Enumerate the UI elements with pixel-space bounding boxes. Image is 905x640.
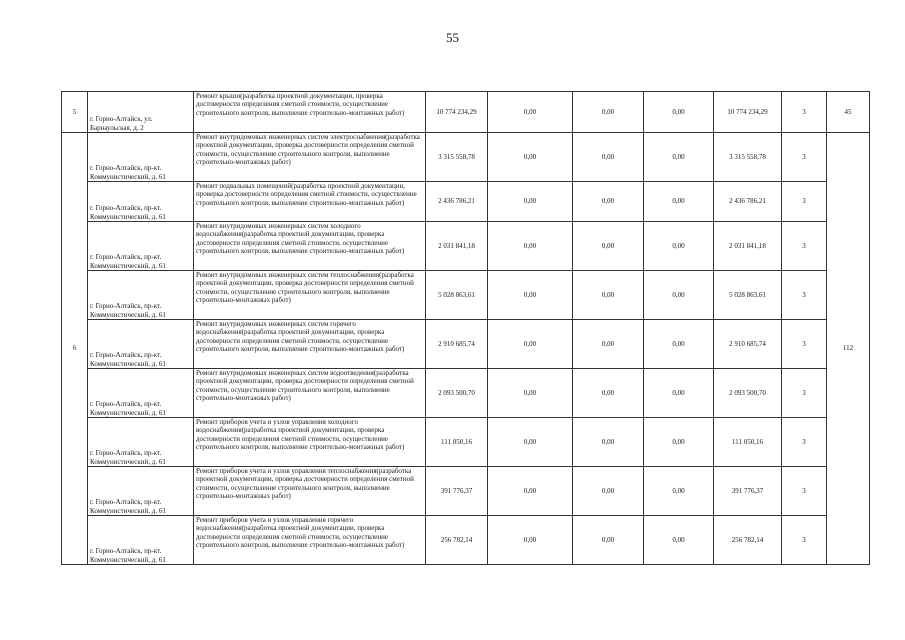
total-cost-cell: 391 776,37 — [426, 467, 488, 516]
table-row — [62, 369, 870, 418]
amount-cell: 0,00 — [644, 467, 714, 516]
amount-cell: 2 031 841,18 — [714, 222, 782, 271]
amount-cell: 0,00 — [644, 92, 714, 133]
address-cell: г. Горно-Алтайск, пр-кт. Коммунистический, д. 61 — [88, 222, 194, 271]
amount-cell: 0,00 — [644, 418, 714, 467]
amount-cell: 0,00 — [488, 467, 573, 516]
amount-cell: 3 315 558,78 — [714, 133, 782, 182]
period-cell: 3 — [782, 222, 827, 271]
amount-cell: 2 093 500,70 — [714, 369, 782, 418]
amount-cell: 5 028 863,61 — [714, 271, 782, 320]
amount-cell: 0,00 — [488, 92, 573, 133]
total-cost-cell: 111 050,16 — [426, 418, 488, 467]
amount-cell: 0,00 — [573, 133, 644, 182]
period-cell: 3 — [782, 92, 827, 133]
amount-cell: 0,00 — [644, 516, 714, 565]
group-total-cell: 112 — [827, 133, 870, 565]
amount-cell: 0,00 — [488, 222, 573, 271]
address-cell: г. Горно-Алтайск, пр-кт. Коммунистический, д. 61 — [88, 320, 194, 369]
work-description-cell: Ремонт приборов учета и узлов управления холодного водоснабжения(разработка проектной документации, проверка достоверности определения сметной стоимости, осуществление строительного контроля, выполнение строительно-монтажных работ) — [194, 418, 426, 467]
amount-cell: 0,00 — [488, 133, 573, 182]
address-cell: г. Горно-Алтайск, пр-кт. Коммунистический, д. 61 — [88, 418, 194, 467]
amount-cell: 2 910 685,74 — [714, 320, 782, 369]
amount-cell: 0,00 — [573, 92, 644, 133]
amount-cell: 0,00 — [573, 516, 644, 565]
address-cell: г. Горно-Алтайск, пр-кт. Коммунистический, д. 61 — [88, 133, 194, 182]
table-row — [62, 222, 870, 271]
amount-cell: 0,00 — [488, 320, 573, 369]
period-cell: 3 — [782, 467, 827, 516]
period-cell: 3 — [782, 320, 827, 369]
work-description-cell: Ремонт внутридомовых инженерных систем теплоснабжения(разработка проектной документации, проверка достоверности определения сметной стоимости, осуществление строительного контроля, выполнение строительно-монтажных работ) — [194, 271, 426, 320]
total-cost-cell: 256 782,14 — [426, 516, 488, 565]
page-number: 55 — [446, 30, 459, 45]
work-description-cell: Ремонт внутридомовых инженерных систем холодного водоснабжения(разработка проектной документации, проверка достоверности определения сметной стоимости, осуществление строительного контроля, выполнение строительно-монтажных работ) — [194, 222, 426, 271]
table-row — [62, 320, 870, 369]
amount-cell: 10 774 234,29 — [714, 92, 782, 133]
address-cell: г. Горно-Алтайск, пр-кт. Коммунистический, д. 61 — [88, 271, 194, 320]
amount-cell: 111 050,16 — [714, 418, 782, 467]
table-row — [62, 271, 870, 320]
work-description-cell: Ремонт приборов учета и узлов управления горячего водоснабжения(разработка проектной документации, проверка достоверности определения сметной стоимости, осуществление строительного контроля, выполнение строительно-монтажных работ) — [194, 516, 426, 565]
address-cell: г. Горно-Алтайск, пр-кт. Коммунистический, д. 61 — [88, 516, 194, 565]
table-row — [62, 418, 870, 467]
amount-cell: 2 436 786,21 — [714, 182, 782, 222]
group-total-cell: 45 — [827, 92, 870, 133]
amount-cell: 0,00 — [573, 182, 644, 222]
work-description-cell: Ремонт внутридомовых инженерных систем водоотведения(разработка проектной документации, проверка достоверности определения сметной стоимости, осуществление строительного контроля, выполнение строительно-монтажных работ) — [194, 369, 426, 418]
item-number: 5 — [62, 92, 88, 133]
item-number: 6 — [62, 133, 88, 565]
total-cost-cell: 2 436 786,21 — [426, 182, 488, 222]
table-row — [62, 133, 870, 182]
total-cost-cell: 2 031 841,18 — [426, 222, 488, 271]
period-cell: 3 — [782, 369, 827, 418]
amount-cell: 0,00 — [573, 222, 644, 271]
repair-schedule-table — [61, 91, 870, 565]
total-cost-cell: 10 774 234,29 — [426, 92, 488, 133]
amount-cell: 0,00 — [644, 182, 714, 222]
address-cell: г. Горно-Алтайск, пр-кт. Коммунистический, д. 61 — [88, 467, 194, 516]
amount-cell: 0,00 — [644, 222, 714, 271]
amount-cell: 391 776,37 — [714, 467, 782, 516]
total-cost-cell: 2 093 500,70 — [426, 369, 488, 418]
amount-cell: 0,00 — [644, 369, 714, 418]
amount-cell: 0,00 — [573, 467, 644, 516]
total-cost-cell: 2 910 685,74 — [426, 320, 488, 369]
amount-cell: 256 782,14 — [714, 516, 782, 565]
table-row — [62, 92, 870, 133]
amount-cell: 0,00 — [573, 369, 644, 418]
amount-cell: 0,00 — [644, 271, 714, 320]
work-description-cell: Ремонт крыши(разработка проектной документации, проверка достоверности определения сметной стоимости, осуществление строительного контроля, выполнение строительно-монтажных работ) — [194, 92, 426, 133]
amount-cell: 0,00 — [488, 369, 573, 418]
period-cell: 3 — [782, 133, 827, 182]
table-row — [62, 467, 870, 516]
table-row — [62, 182, 870, 222]
period-cell: 3 — [782, 271, 827, 320]
total-cost-cell: 5 028 863,61 — [426, 271, 488, 320]
amount-cell: 0,00 — [488, 516, 573, 565]
address-cell: г. Горно-Алтайск, ул. Барнаульская, д. 2 — [88, 92, 194, 133]
period-cell: 3 — [782, 516, 827, 565]
table-row — [62, 516, 870, 565]
work-description-cell: Ремонт приборов учета и узлов управления теплоснабжения(разработка проектной документации, проверка достоверности определения сметной стоимости, осуществление строительного контроля, выполнение строительно-монтажных работ) — [194, 467, 426, 516]
work-description-cell: Ремонт подвальных помещений(разработка проектной документации, проверка достоверности определения сметной стоимости, осуществление строительного контроля, выполнение строительно-монтажных работ) — [194, 182, 426, 222]
amount-cell: 0,00 — [488, 271, 573, 320]
amount-cell: 0,00 — [488, 418, 573, 467]
total-cost-cell: 3 315 558,78 — [426, 133, 488, 182]
address-cell: г. Горно-Алтайск, пр-кт. Коммунистический, д. 61 — [88, 369, 194, 418]
period-cell: 3 — [782, 182, 827, 222]
amount-cell: 0,00 — [644, 133, 714, 182]
period-cell: 3 — [782, 418, 827, 467]
amount-cell: 0,00 — [573, 320, 644, 369]
amount-cell: 0,00 — [573, 418, 644, 467]
amount-cell: 0,00 — [644, 320, 714, 369]
amount-cell: 0,00 — [573, 271, 644, 320]
work-description-cell: Ремонт внутридомовых инженерных систем электроснабжения(разработка проектной документации, проверка достоверности определения сметной стоимости, осуществление строительного контроля, выполнение строительно-монтажных работ) — [194, 133, 426, 182]
work-description-cell: Ремонт внутридомовых инженерных систем горячего водоснабжения(разработка проектной документации, проверка достоверности определения сметной стоимости, осуществление строительного контроля, выполнение строительно-монтажных работ) — [194, 320, 426, 369]
amount-cell: 0,00 — [488, 182, 573, 222]
address-cell: г. Горно-Алтайск, пр-кт. Коммунистический, д. 61 — [88, 182, 194, 222]
